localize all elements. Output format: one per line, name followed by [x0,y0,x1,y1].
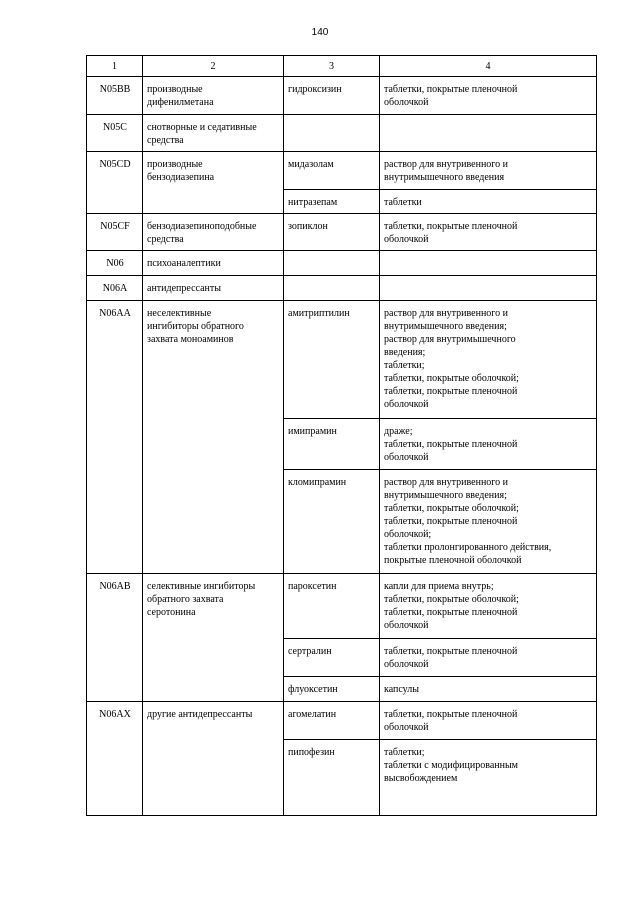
dosage-form-line: оболочкой [384,97,429,108]
drug-name-cell: сертралин [284,639,380,677]
group-name-line: антидепрессанты [147,283,221,294]
group-name-line: производные [147,84,203,95]
dosage-forms-cell [380,214,597,251]
dosage-form-line: оболочкой [384,620,429,631]
dosage-forms-cell [380,190,597,214]
dosage-forms-cell [380,702,597,740]
header-cell: 3 [284,56,380,77]
group-name-line: психоаналептики [147,258,221,269]
group-name-cell [143,702,284,816]
table-row [87,574,597,639]
dosage-forms-cell [380,677,597,702]
dosage-form-line: оболочкой [384,659,429,670]
atc-code-cell: N06AX [87,702,143,816]
group-name-line: захвата моноаминов [147,334,234,345]
dosage-form-line: таблетки; [384,360,425,371]
drug-name-cell [284,115,380,152]
dosage-forms-cell [380,470,597,574]
atc-code-cell: N05CD [87,152,143,214]
group-name-line: снотворные и седативные [147,122,257,133]
group-name-line: неселективные [147,308,212,319]
drug-name-cell: гидроксизин [284,77,380,115]
dosage-form-line: таблетки, покрытые пленочной [384,516,518,527]
table-row [87,152,597,190]
dosage-form-line: таблетки; [384,747,425,758]
atc-code-cell: N06AA [87,301,143,574]
dosage-form-line: внутримышечного введения; [384,321,507,332]
group-name-cell [143,574,284,702]
group-name-cell [143,77,284,115]
dosage-form-line: таблетки, покрытые оболочкой; [384,503,519,514]
table-row [87,276,597,301]
group-name-cell [143,276,284,301]
dosage-form-line: оболочкой [384,722,429,733]
drug-name-cell: зопиклон [284,214,380,251]
atc-code-cell: N05CF [87,214,143,251]
dosage-forms-cell [380,152,597,190]
dosage-form-line: таблетки, покрытые оболочкой; [384,373,519,384]
header-cell: 4 [380,56,597,77]
drug-name-cell: имипрамин [284,419,380,470]
dosage-forms-cell [380,115,597,152]
group-name-line: бензодиазепиноподобные [147,221,257,232]
drug-name-cell: флуоксетин [284,677,380,702]
dosage-forms-cell [380,740,597,816]
group-name-line: производные [147,159,203,170]
dosage-forms-cell [380,574,597,639]
drug-table [86,55,597,816]
dosage-form-line: раствор для внутривенного и [384,308,509,319]
drug-name-cell: мидазолам [284,152,380,190]
atc-code-cell: N06AB [87,574,143,702]
drug-name-cell: кломипрамин [284,470,380,574]
dosage-forms-cell [380,251,597,276]
dosage-form-line: капсулы [384,684,419,695]
dosage-form-line: оболочкой [384,399,429,410]
group-name-line: серотонина [147,607,196,618]
drug-name-cell: пипофезин [284,740,380,816]
dosage-form-line: таблетки, покрытые пленочной [384,646,518,657]
dosage-form-line: высвобождением [384,773,458,784]
atc-code-cell: N05C [87,115,143,152]
dosage-form-line: таблетки, покрытые пленочной [384,386,518,397]
dosage-forms-cell [380,77,597,115]
group-name-line: селективные ингибиторы [147,581,256,592]
drug-name-cell: агомелатин [284,702,380,740]
dosage-forms-cell [380,419,597,470]
dosage-form-line: раствор для внутривенного и [384,159,509,170]
dosage-form-line: таблетки, покрытые пленочной [384,439,518,450]
page-number: 140 [311,27,329,38]
group-name-line: ингибиторы обратного [147,321,244,332]
group-name-line: дифенилметана [147,97,214,108]
dosage-forms-cell [380,276,597,301]
group-name-line: обратного захвата [147,594,224,605]
dosage-form-line: раствор для внутривенного и [384,477,509,488]
atc-code-cell: N06 [87,251,143,276]
group-name-cell [143,251,284,276]
atc-code-cell: N06A [87,276,143,301]
table-row [87,77,597,115]
dosage-form-line: оболочкой; [384,529,432,540]
table-row [87,214,597,251]
dosage-form-line: драже; [384,426,413,437]
drug-name-cell [284,251,380,276]
atc-code-cell: N05BB [87,77,143,115]
dosage-form-line: внутримышечного введения [384,172,505,183]
dosage-form-line: таблетки, покрытые оболочкой; [384,594,519,605]
dosage-forms-cell [380,301,597,419]
header-cell: 1 [87,56,143,77]
header-cell: 2 [143,56,284,77]
table-row [87,115,597,152]
group-name-cell [143,115,284,152]
dosage-form-line: таблетки, покрытые пленочной [384,221,518,232]
drug-name-cell: нитразепам [284,190,380,214]
dosage-form-line: таблетки, покрытые пленочной [384,84,518,95]
dosage-form-line: таблетки, покрытые пленочной [384,607,518,618]
table-row [87,251,597,276]
dosage-form-line: раствор для внутримышечного [384,334,516,345]
table-row [87,301,597,419]
group-name-cell [143,214,284,251]
group-name-line: средства [147,234,184,245]
group-name-line: другие антидепрессанты [147,709,253,720]
group-name-line: бензодиазепина [147,172,215,183]
dosage-forms-cell [380,639,597,677]
dosage-form-line: оболочкой [384,234,429,245]
dosage-form-line: таблетки [384,197,422,208]
group-name-cell [143,152,284,214]
drug-name-cell: амитриптилин [284,301,380,419]
dosage-form-line: внутримышечного введения; [384,490,507,501]
dosage-form-line: покрытые пленочной оболочкой [384,555,522,566]
group-name-cell [143,301,284,574]
dosage-form-line: капли для приема внутрь; [384,581,494,592]
table-body [87,77,597,816]
dosage-form-line: таблетки пролонгированного действия, [384,542,552,553]
table-header-row [87,56,597,77]
group-name-line: средства [147,135,184,146]
drug-name-cell: пароксетин [284,574,380,639]
dosage-form-line: введения; [384,347,426,358]
drug-name-cell [284,276,380,301]
dosage-form-line: таблетки с модифицированным [384,760,519,771]
dosage-form-line: таблетки, покрытые пленочной [384,709,518,720]
dosage-form-line: оболочкой [384,452,429,463]
table-row [87,702,597,740]
